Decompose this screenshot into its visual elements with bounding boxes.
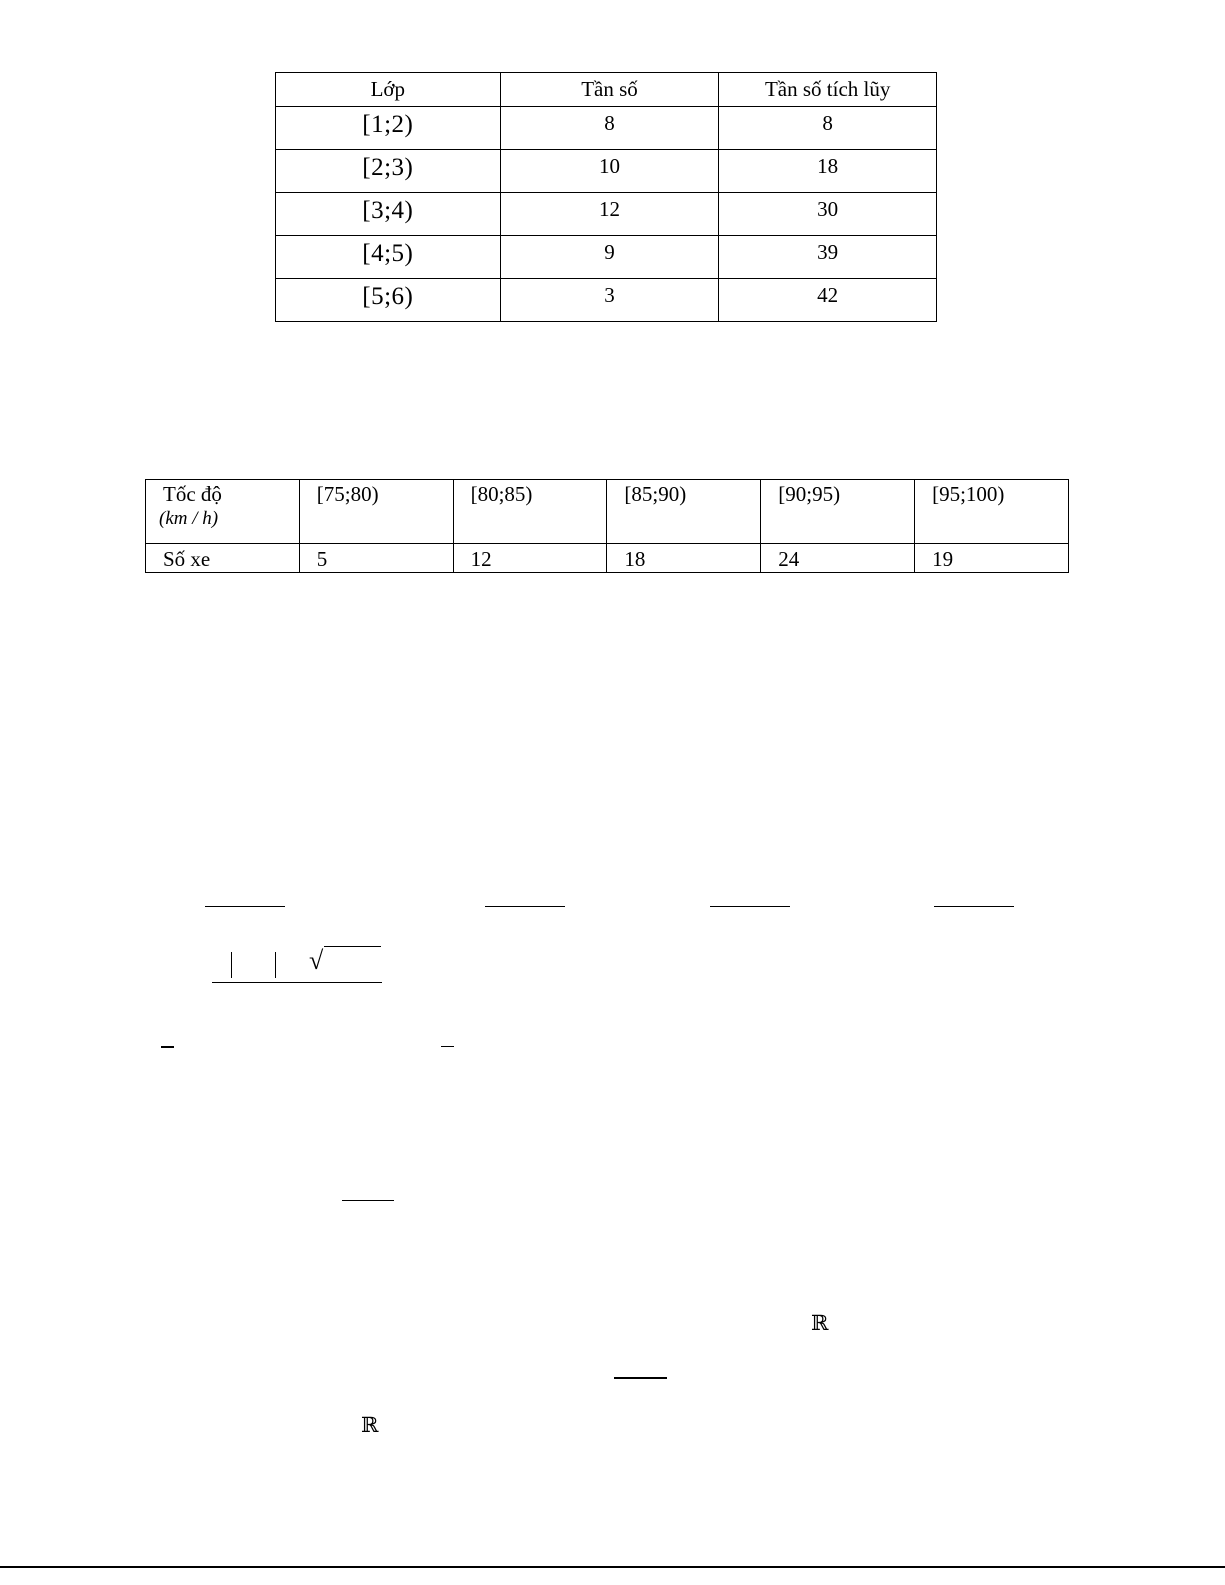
speed-interval: [85;90): [607, 480, 761, 544]
fraction-bar: [485, 906, 565, 907]
cumulative-value: 8: [719, 107, 937, 150]
header-frequency: Tần số: [500, 73, 719, 107]
count-value: 19: [915, 544, 1069, 573]
count-value: 12: [453, 544, 607, 573]
page-footer-rule: [0, 1566, 1225, 1568]
fraction-bar: [934, 906, 1014, 907]
table-row: [276, 193, 937, 236]
count-value: 18: [607, 544, 761, 573]
table-row: [146, 544, 1069, 573]
radical-overline: [324, 946, 381, 947]
overbar: [441, 1046, 454, 1047]
square-root-sign: √: [309, 946, 324, 975]
header-cumulative-frequency: Tần số tích lũy: [719, 73, 937, 107]
speed-interval: [90;95): [761, 480, 915, 544]
speed-unit: (km / h): [159, 508, 219, 529]
fraction-bar: [342, 1200, 394, 1201]
speed-interval: [80;85): [453, 480, 607, 544]
absolute-value-bar: [231, 952, 232, 978]
table-row: [276, 107, 937, 150]
class-interval: [5;6): [276, 279, 501, 322]
fraction-bar: [614, 1377, 667, 1379]
speed-header-cell: [146, 480, 300, 544]
class-interval: [3;4): [276, 193, 501, 236]
cumulative-value: 30: [719, 193, 937, 236]
class-interval: [4;5): [276, 236, 501, 279]
real-numbers-symbol: ℝ: [361, 1413, 379, 1437]
speed-header: Tốc độ: [163, 482, 222, 506]
fraction-bar: [710, 906, 790, 907]
cumulative-value: 39: [719, 236, 937, 279]
absolute-value-bar: [275, 952, 276, 978]
table-row: [146, 480, 1069, 544]
count-label: Số xe: [146, 544, 300, 573]
table-row: [276, 150, 937, 193]
table-header-row: [276, 73, 937, 107]
cumulative-value: 18: [719, 150, 937, 193]
table-row: [276, 236, 937, 279]
header-class: Lớp: [276, 73, 501, 107]
real-numbers-symbol: ℝ: [811, 1311, 829, 1335]
fraction-bar: [205, 906, 285, 907]
count-value: 24: [761, 544, 915, 573]
frequency-value: 12: [500, 193, 719, 236]
fraction-bar: [212, 982, 382, 983]
frequency-table: [275, 72, 937, 322]
speed-table: [145, 479, 1069, 573]
count-value: 5: [299, 544, 453, 573]
speed-interval: [75;80): [299, 480, 453, 544]
class-interval: [1;2): [276, 107, 501, 150]
overbar: [161, 1046, 174, 1048]
table-row: [276, 279, 937, 322]
cumulative-value: 42: [719, 279, 937, 322]
class-interval: [2;3): [276, 150, 501, 193]
frequency-value: 3: [500, 279, 719, 322]
frequency-value: 9: [500, 236, 719, 279]
speed-interval: [95;100): [915, 480, 1069, 544]
frequency-value: 10: [500, 150, 719, 193]
frequency-value: 8: [500, 107, 719, 150]
